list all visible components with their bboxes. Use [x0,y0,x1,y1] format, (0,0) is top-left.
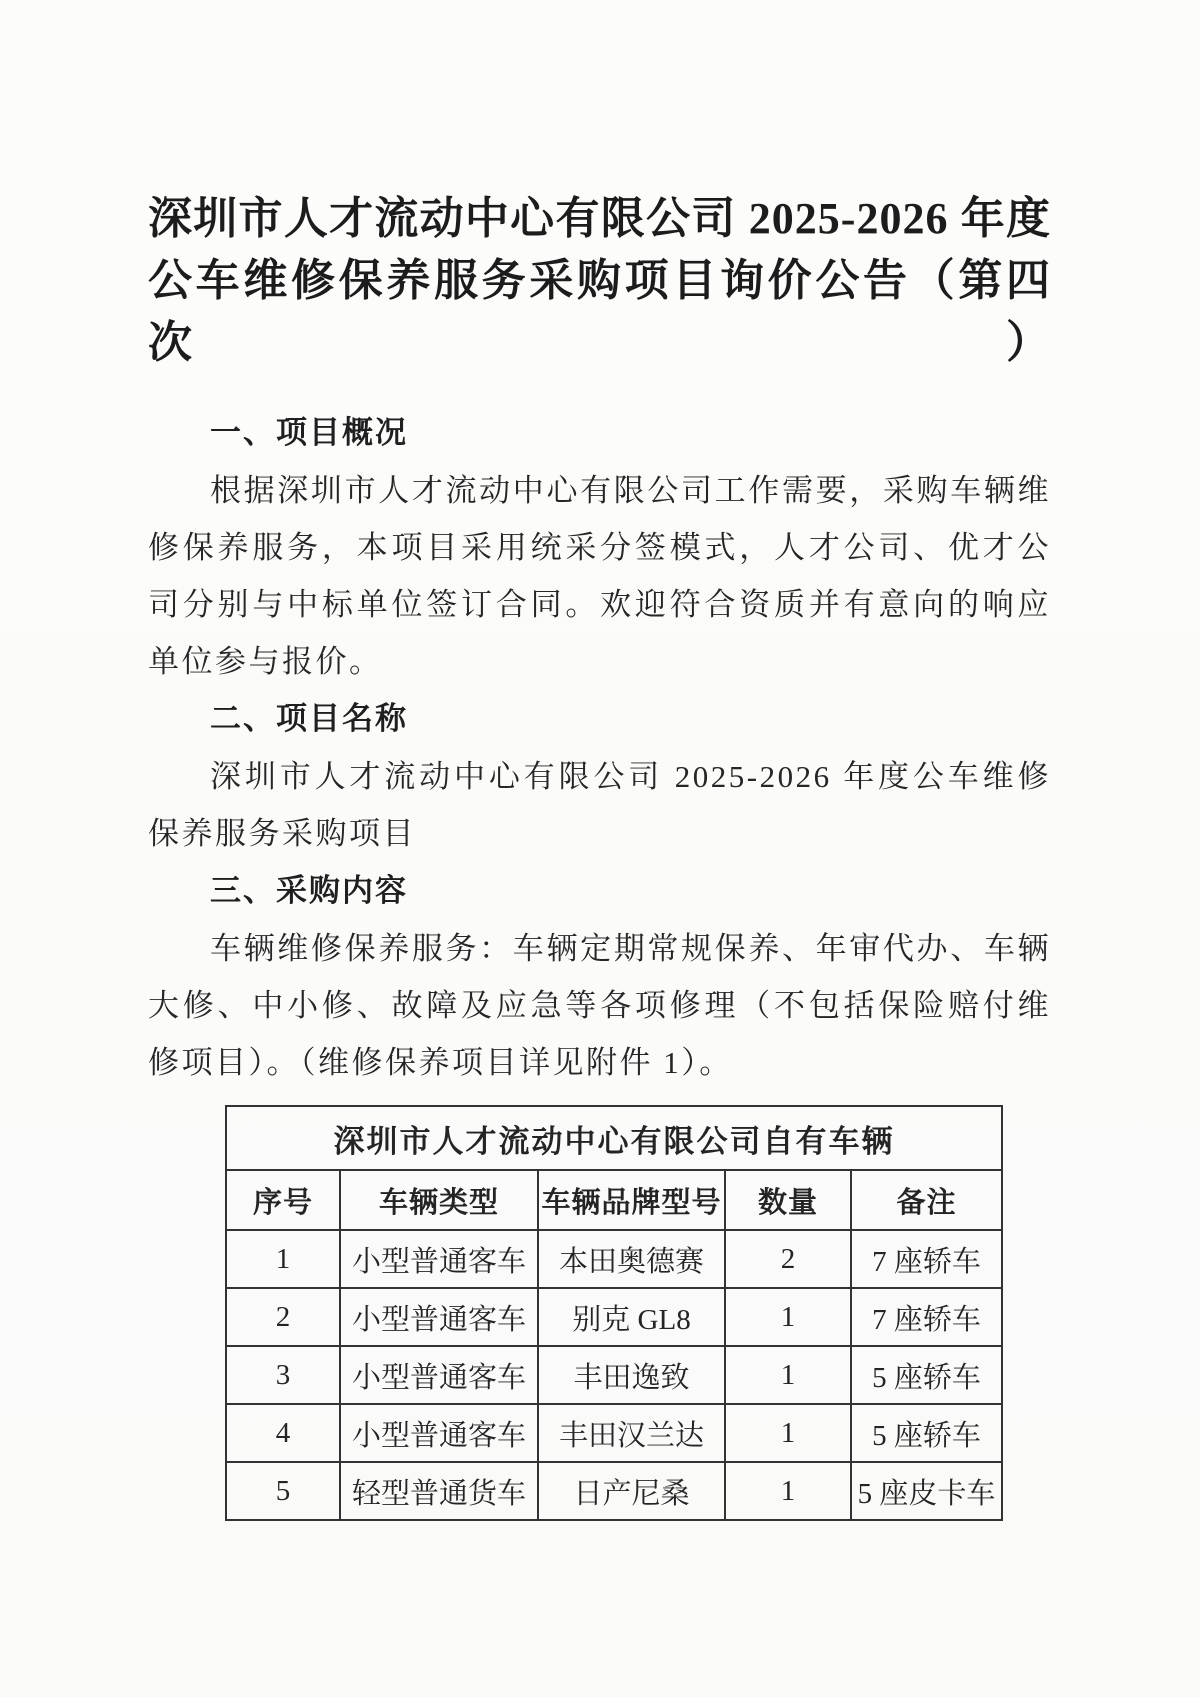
cell-qty: 1 [725,1288,851,1346]
cell-qty: 1 [725,1346,851,1404]
section-body-overview: 根据深圳市人才流动中心有限公司工作需要，采购车辆维修保养服务，本项目采用统采分签模式，人才公司、优才公司分别与中标单位签订合同。欢迎符合资质并有意向的响应单位参与报价。 [148,473,1051,679]
cell-seq: 4 [226,1404,340,1462]
vehicle-table [225,1105,1003,1521]
cell-brand: 丰田汉兰达 [538,1404,725,1462]
cell-qty: 1 [725,1462,851,1520]
cell-qty: 1 [725,1404,851,1462]
table-row [226,1288,1002,1346]
col-header-brand: 车辆品牌型号 [538,1170,725,1230]
section-project-name [148,690,1051,862]
cell-brand: 别克 GL8 [538,1288,725,1346]
section-project-overview [148,404,1051,690]
table-row [226,1404,1002,1462]
table-title: 深圳市人才流动中心有限公司自有车辆 [226,1106,1002,1170]
section-heading-name: 二、项目名称 [210,701,408,736]
cell-type: 小型普通客车 [340,1288,538,1346]
document-title-line2: 公车维修保养服务采购项目询价公告（第四次） [148,256,1051,367]
section-body-content: 车辆维修保养服务：车辆定期常规保养、年审代办、车辆大修、中小修、故障及应急等各项修理（不包括保险赔付维修项目）。（维修保养项目详见附件 1）。 [148,931,1051,1080]
cell-note: 5 座轿车 [851,1346,1002,1404]
cell-type: 小型普通客车 [340,1404,538,1462]
document-content [148,188,1051,1521]
cell-note: 5 座皮卡车 [851,1462,1002,1520]
cell-seq: 5 [226,1462,340,1520]
cell-note: 5 座轿车 [851,1404,1002,1462]
cell-brand: 丰田逸致 [538,1346,725,1404]
table-row [226,1230,1002,1288]
table-row [226,1462,1002,1520]
table-row [226,1346,1002,1404]
section-body-name: 深圳市人才流动中心有限公司 2025-2026 年度公车维修保养服务采购项目 [148,759,1051,851]
col-header-qty: 数量 [725,1170,851,1230]
cell-type: 小型普通客车 [340,1346,538,1404]
col-header-note: 备注 [851,1170,1002,1230]
col-header-type: 车辆类型 [340,1170,538,1230]
cell-type: 小型普通客车 [340,1230,538,1288]
cell-note: 7 座轿车 [851,1230,1002,1288]
document-title-line1: 深圳市人才流动中心有限公司 2025-2026 年度 [148,194,1051,243]
cell-qty: 2 [725,1230,851,1288]
table-title-row [226,1106,1002,1170]
cell-brand: 日产尼桑 [538,1462,725,1520]
document-title [148,188,1051,374]
cell-brand: 本田奥德赛 [538,1230,725,1288]
section-procurement-content [148,862,1051,1091]
table-header-row [226,1170,1002,1230]
cell-seq: 3 [226,1346,340,1404]
cell-seq: 2 [226,1288,340,1346]
section-heading-overview: 一、项目概况 [210,415,408,450]
section-heading-content: 三、采购内容 [210,873,408,908]
cell-note: 7 座轿车 [851,1288,1002,1346]
cell-type: 轻型普通货车 [340,1462,538,1520]
col-header-seq: 序号 [226,1170,340,1230]
cell-seq: 1 [226,1230,340,1288]
